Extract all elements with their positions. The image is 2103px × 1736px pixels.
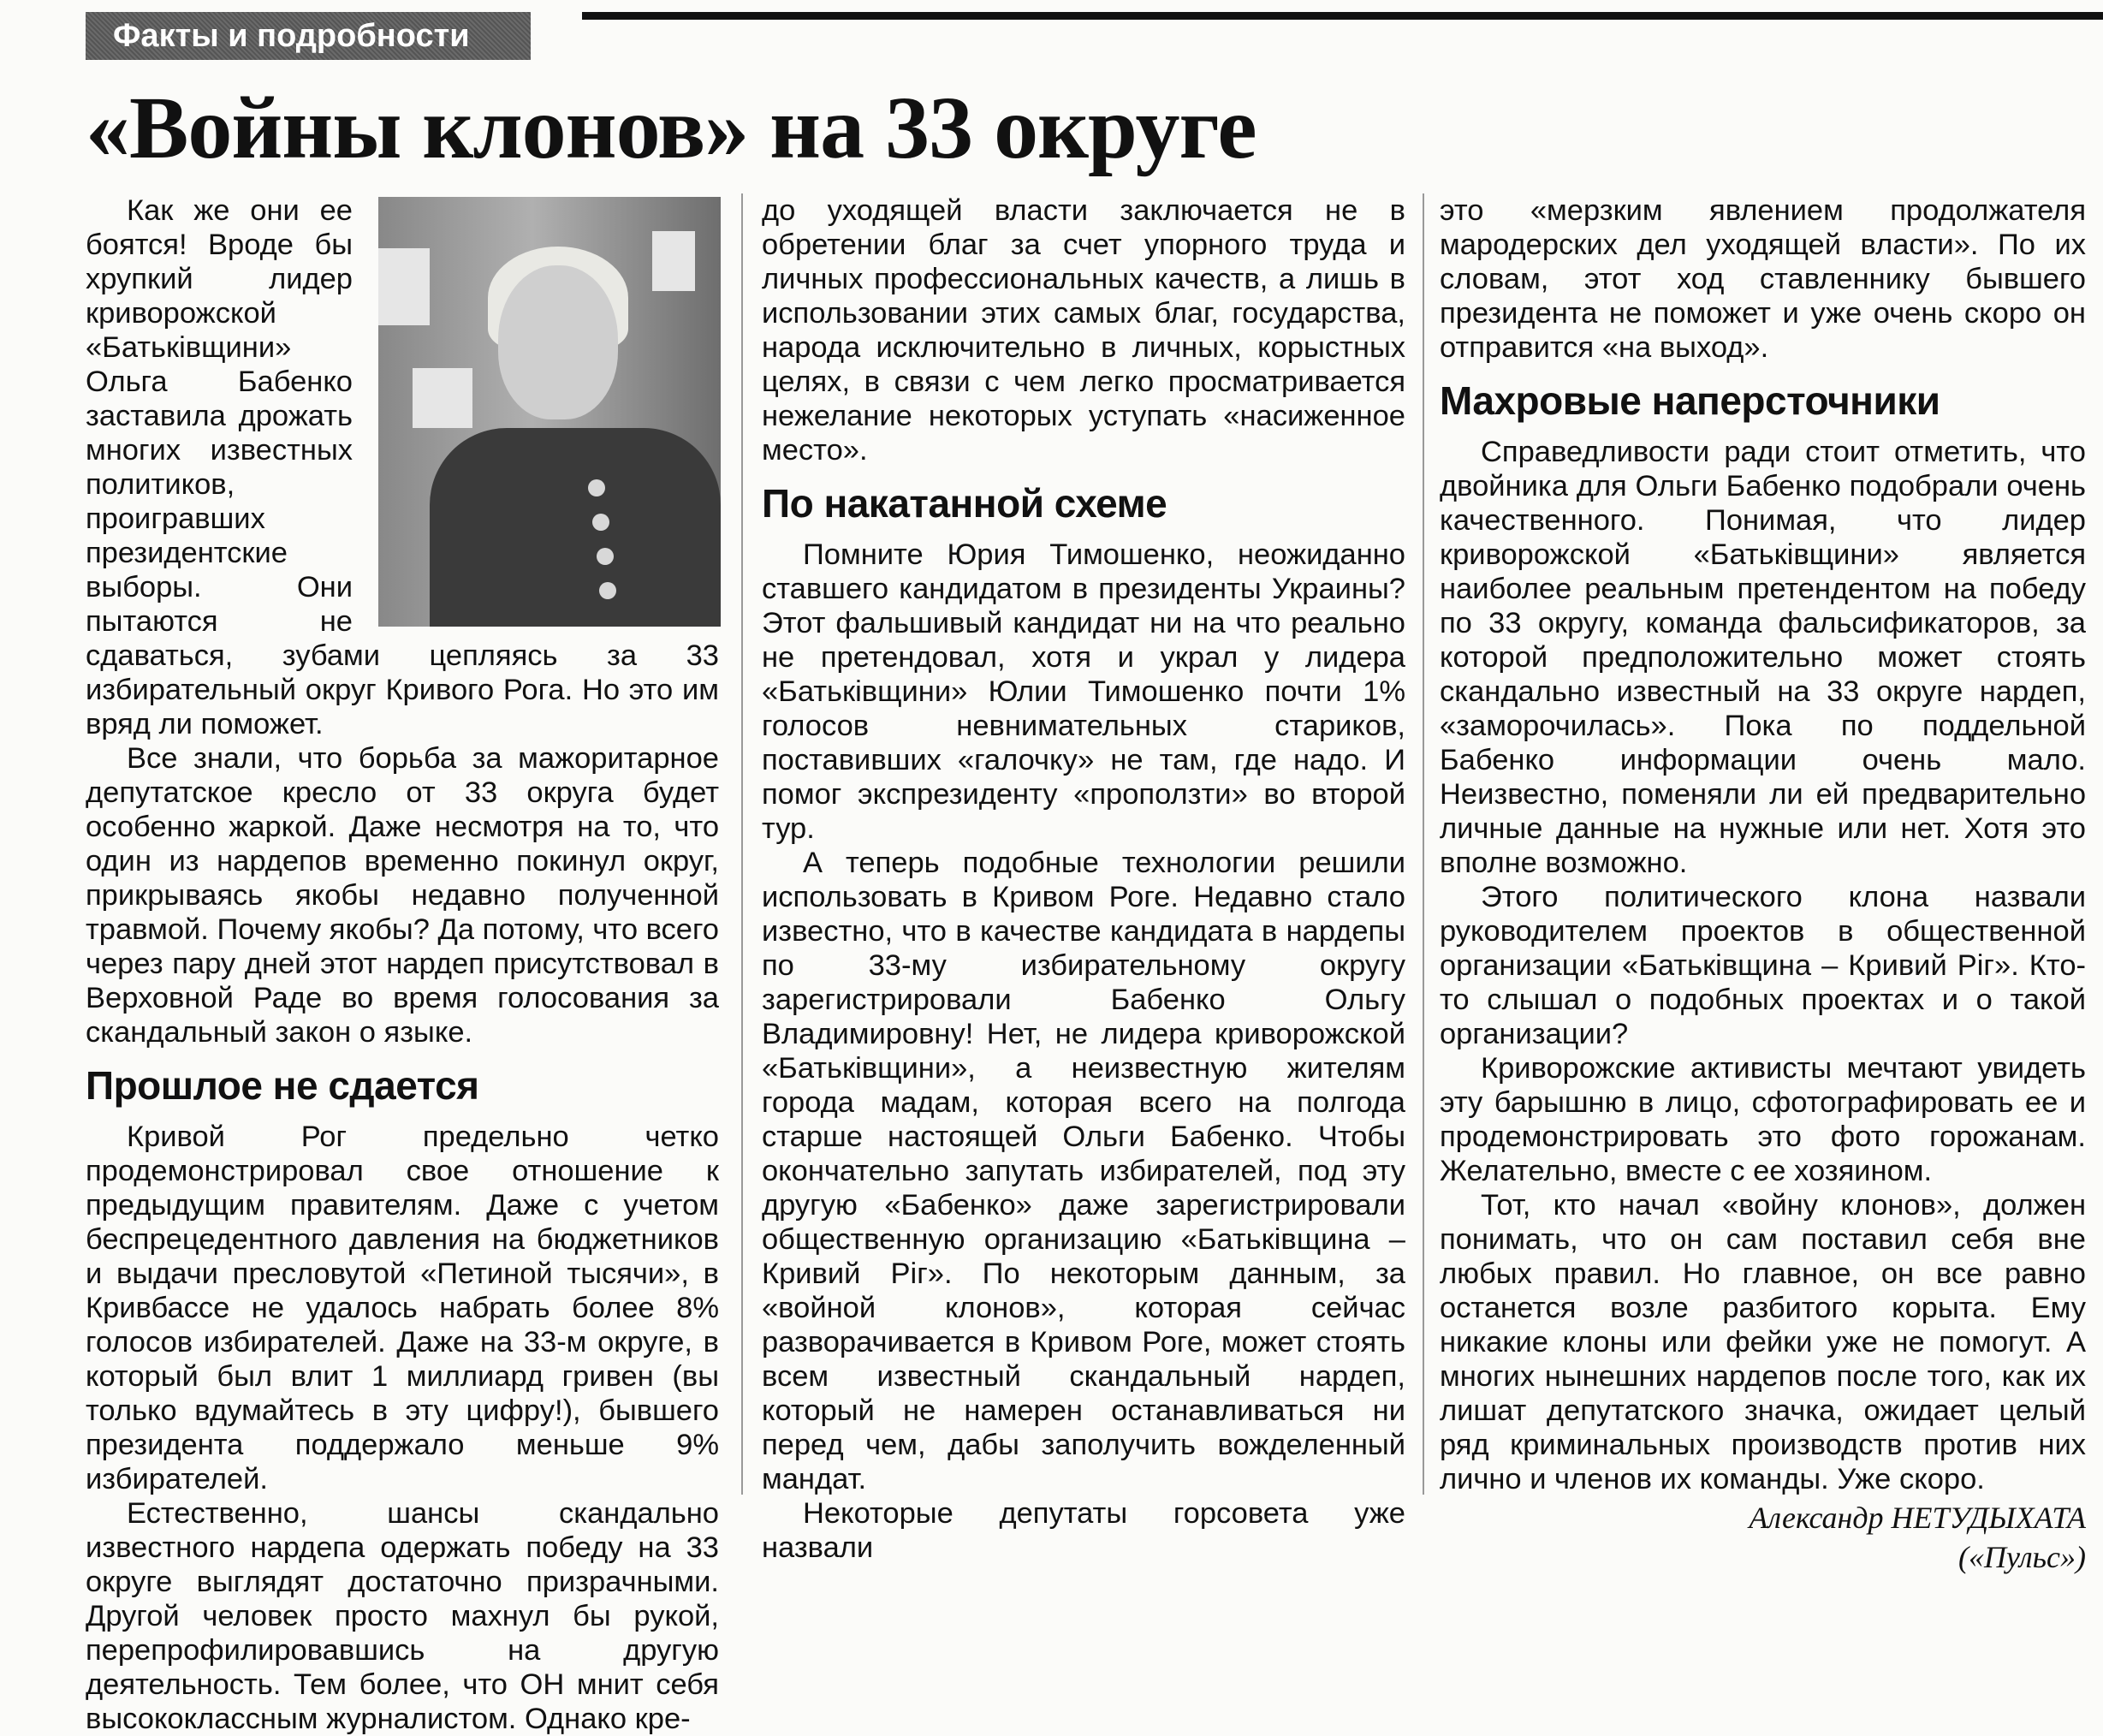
paragraph: Криворожские активисты мечтают увидеть эту барышню в лицо, сфотографировать ее и продемонстрировать это фото горожанам. Желательно, вместе с ее хозяином. [1440,1052,2086,1187]
paragraph: это «мерзким явлением продолжателя мародерских дел уходящей власти». По их словам, этот ход ставленнику бывшего президента не поможет и уже очень скоро он отправится «на выход». [1440,194,2086,364]
subheading: По накатанной схеме [762,481,1167,526]
paragraph: Помните Юрия Тимошенко, неожиданно ставшего кандидатом в президенты Украины? Этот фальшивый кандидат ни на что реально не претендовал, хотя и украл у лидера «Батьківщини» Юлии Тимошенко почти 1% голосов невнимательных стариков, поставивших «галочку» не там, где надо. И помог экспрезиденту «проползти» во второй тур. [762,538,1405,845]
paragraph: Некоторые депутаты горсовета уже назвали [762,1497,1405,1564]
paragraph: Тот, кто начал «войну клонов», должен понимать, что он сам поставил себя вне любых правил. Но главное, он все равно останется возле разбитого корыта. Ему никакие клоны или фейки уже не помогут. А многих нынешних нардепов после того, как их лишат депутатского значка, ожидает целый ряд криминальных производств против них лично и членов их команды. Уже скоро. [1440,1189,2086,1495]
top-rule [582,12,2103,20]
author-signature: Александр НЕТУДЫХАТА [1749,1501,2086,1535]
source-credit: («Пульс») [1957,1540,2086,1574]
paragraph: Кривой Рог предельно четко продемонстрировал свое отношение к предыдущим правителям. Даже с учетом беспрецедентного давления на бюджетников и выдачи пресловутой «Петиной тысячи», в Кривбассе не удалось набрать более 8% голосов избирателей. Даже на 33-м округе, в который был влит 1 миллиард гривен (вы только вдумайтесь в эту цифру!), бывшего президента поддержало меньше 9% избирателей. [86,1121,719,1495]
rubric-label: Факты и подробности [86,12,531,60]
paragraph: Естественно, шансы скандально известного нардепа одержать победу на 33 округе выглядят достаточно призрачными. Другой человек просто махнул бы рукой, перепрофилировавшись на другую деятельность. Тем более, что ОН мнит себя высококлассным журналистом. Однако кре- [86,1497,719,1735]
paragraph: Все знали, что борьба за мажоритарное депутатское кресло от 33 округа будет особенно жаркой. Даже несмотря на то, что один из нардепов временно покинул округ, прикрываясь якобы недавно полученной травмой. Почему якобы? Да потому, что всего через пару дней этот нардеп присутствовал в Верховной Раде во время голосования за скандальный закон о языке. [86,742,719,1049]
portrait-photo [378,197,721,627]
paragraph: Справедливости ради стоит отметить, что двойника для Ольги Бабенко подобрали очень качественного. Понимая, что лидер криворожской «Батьківщини» является наиболее реальным претендентом на победу по 33 округу, команда фальсификаторов, за которой предположительно может стоять скандально известный на 33 округе нардеп, «заморочилась». Пока по поддельной Бабенко информации очень мало. Неизвестно, поменяли ли ей предварительно личные данные на нужные или нет. Хотя это вполне возможно. [1440,436,2086,879]
paragraph: до уходящей власти заключается не в обретении благ за счет упорного труда и личных профессиональных качеств, а лишь в использовании этих самых благ, государства, народа исключительно в личных, корыстных целях, в связи с чем легко просматривается нежелание некоторых уступать «насиженное место». [762,194,1405,467]
paragraph: Этого политического клона назвали руководителем проектов в общественной организации «Батьківщина – Кривий Ріг». Кто-то слышал о подобных проектах и о такой организации? [1440,881,2086,1050]
column-3 [1440,193,2086,1575]
subheading: Махровые наперсточники [1440,378,1940,423]
column-divider [1423,193,1424,1495]
paragraph: А теперь подобные технологии решили использовать в Кривом Роге. Недавно стало известно, что в качестве кандидата в нардепы по 33-му избирательному округу зарегистрировали Бабенко Ольгу Владимировну! Нет, не лидера криворожской «Батьківщини», а неизвестную жителям города мадам, которая всего на полгода старше настоящей Ольги Бабенко. Чтобы окончательно запутать избирателей, под эту другую «Бабенко» даже зарегистрировали общественную организацию «Батьківщина – Кривий Ріг». По некоторым данным, за «войной клонов», которая сейчас разворачивается в Кривом Роге, может стоять всем известный скандальный нардеп, который не намерен останавливаться ни перед чем, дабы заполучить вожделенный мандат. [762,847,1405,1495]
headline: «Войны клонов» на 33 округе [86,79,1256,177]
subheading: Прошлое не сдается [86,1063,479,1108]
paragraph: Как же они ее боятся! Вроде бы хрупкий лидер криворожской «Батьківщини» Ольга Бабенко заставила дрожать многих известных политиков, проигравших президентские выборы. Они пытаются не сдаваться, зубами цепляясь за 33 избирательный округ Кривого Рога. Но это им вряд ли поможет. [86,194,719,740]
column-2 [762,193,1405,1565]
column-divider [741,193,743,1495]
column-1 [86,193,719,1736]
